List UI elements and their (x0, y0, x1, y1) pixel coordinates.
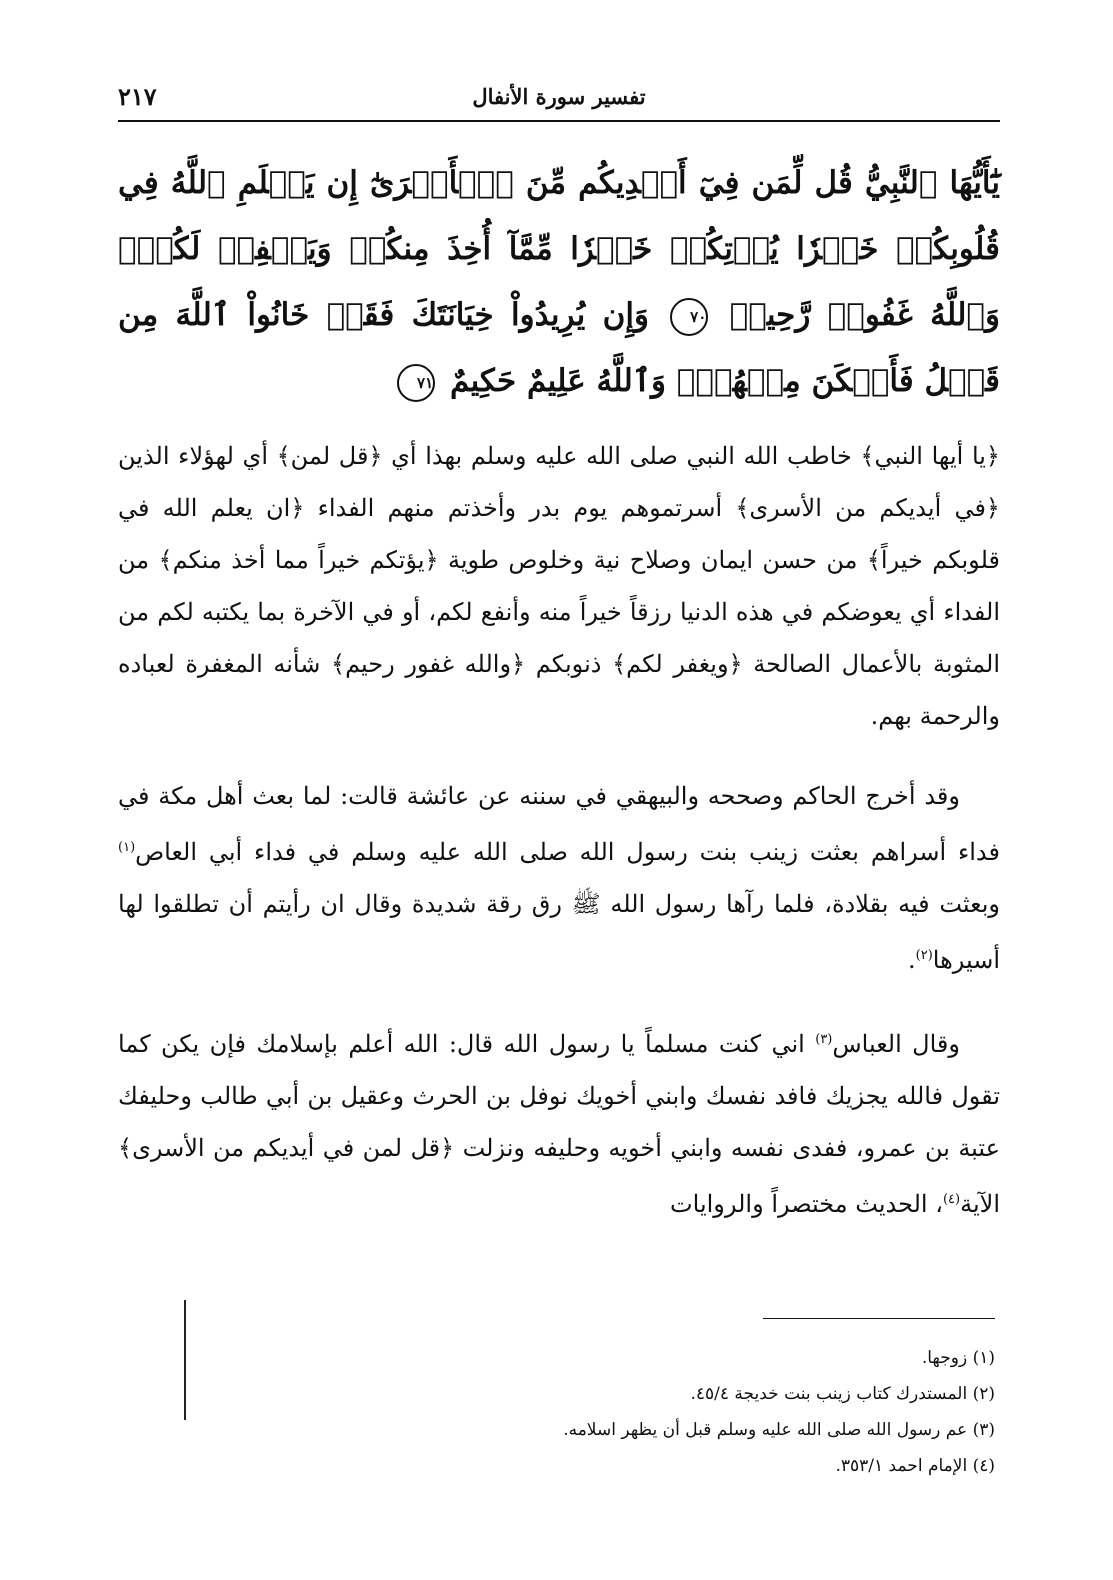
footnotes (113, 1340, 995, 1484)
footnote-ref-1: (١) (118, 840, 136, 855)
verse-line-1: يَٰٓأَيُّهَا ٱلنَّبِيُّ قُل لِّمَن فِيٓ أَيۡدِيكُم مِّنَ ٱلۡأَسۡرَىٰٓ إِن يَعۡلَمِ ٱللَّهُ فِي قُلُوبِكُمۡ خَيۡرٗا يُؤۡتِكُمۡ (118, 165, 1000, 267)
verse-number-71: ٧١ (397, 364, 435, 402)
paragraph-1: ﴿يا أيها النبي﴾ خاطب الله النبي صلى الله عليه وسلم بهذا أي ﴿قل لمن﴾ أي لهؤلاء الذين ﴿في أيديكم من الأسرى﴾ أسرتموهم يوم بدر وأخذتم منهم الفداء ﴿ان يعلم الله في قلوبكم خيراً﴾ من حسن ايمان وصلاح نية وخلوص طوية ﴿يؤتكم خيراً مما أخذ منكم﴾ من الفداء أي يعوضكم في هذه الدنيا رزقاً خيراً منه وأنفع لكم، أو في الآخرة بما يكتبه لكم من المثوبة بالأعمال الصالحة ﴿ويغفر لكم﴾ ذنوبكم ﴿والله غفور رحيم﴾ شأنه المغفرة لعباده والرحمة بهم. (118, 442, 1000, 730)
verse-line-2b: وَإِن يُرِيدُواْ خِيَانَتَكَ (411, 297, 649, 333)
paragraph-2-text-a: وقد أخرج الحاكم وصححه والبيهقي في سننه عن عائشة قالت: لما بعث أهل مكة في فداء أسراهم بعثت زينب بنت رسول الله صلى الله عليه وسلم في فداء أبي العاص (118, 782, 1000, 866)
commentary-body (118, 430, 1000, 1258)
page-header (118, 78, 1000, 122)
verse-line-2: خَيۡرٗا مِّمَّآ أُخِذَ مِنكُمۡ وَيَغۡفِرۡ لَكُمۡۚ وَٱللَّهُ غَفُورٞ رَّحِيمٞ (118, 231, 1001, 333)
footnote-3: (٣) عم رسول الله صلى الله عليه وسلم قبل أن يظهر اسلامه. (563, 1420, 995, 1440)
paragraph-3-text-c: ، الحديث مختصراً والروايات (670, 1190, 943, 1218)
verse-number-70: ٧٠ (670, 298, 708, 336)
paragraph-3-text-a: وقال العباس (832, 1030, 960, 1058)
verse-line-3: فَقَدۡ خَانُواْ ٱللَّهَ مِن قَبۡلُ فَأَمۡكَنَ مِنۡهُمۡۗ وَٱللَّهُ عَلِيمٌ حَكِيمٌ (118, 297, 1000, 399)
footnote-4: (٤) الإمام احمد ٣٥٣/١. (835, 1456, 995, 1476)
footnote-ref-4: (٤) (942, 1192, 961, 1207)
paragraph-3 (118, 1014, 1000, 1230)
running-title: تفسير سورة الأنفال (472, 84, 646, 109)
quran-verses (118, 150, 1000, 414)
footnote-2: (٢) المستدرك كتاب زينب بنت خديجة ٤٥/٤. (690, 1384, 995, 1404)
paragraph-2 (118, 770, 1000, 986)
footnote-1: (١) زوجها. (921, 1348, 995, 1368)
page-number: ٢١٧ (118, 82, 157, 111)
footnote-separator (763, 1318, 995, 1319)
paragraph-3-text-b: اني كنت مسلماً يا رسول الله قال: الله أعلم بإسلامك فإن يكن كما تقول فالله يجزيك فافد نفسك وابني أخويك نوفل بن الحرث وعقيل بن أبي طالب وحليفك عتبة بن عمرو، ففدى نفسه وابني أخويه وحليفه ونزلت ﴿قل لمن في أيديكم من الأسرى﴾ الآية (118, 1030, 1000, 1218)
paragraph-2-text-b: وبعثت فيه بقلادة، فلما رآها رسول الله ﷺ رق رقة شديدة وقال ان رأيتم أن تطلقوا لها أسيرها (118, 890, 1000, 974)
footnote-ref-2: (٢) (915, 948, 933, 963)
footnote-ref-3: (٣) (815, 1032, 833, 1047)
paragraph-2-text-c: . (907, 946, 916, 974)
